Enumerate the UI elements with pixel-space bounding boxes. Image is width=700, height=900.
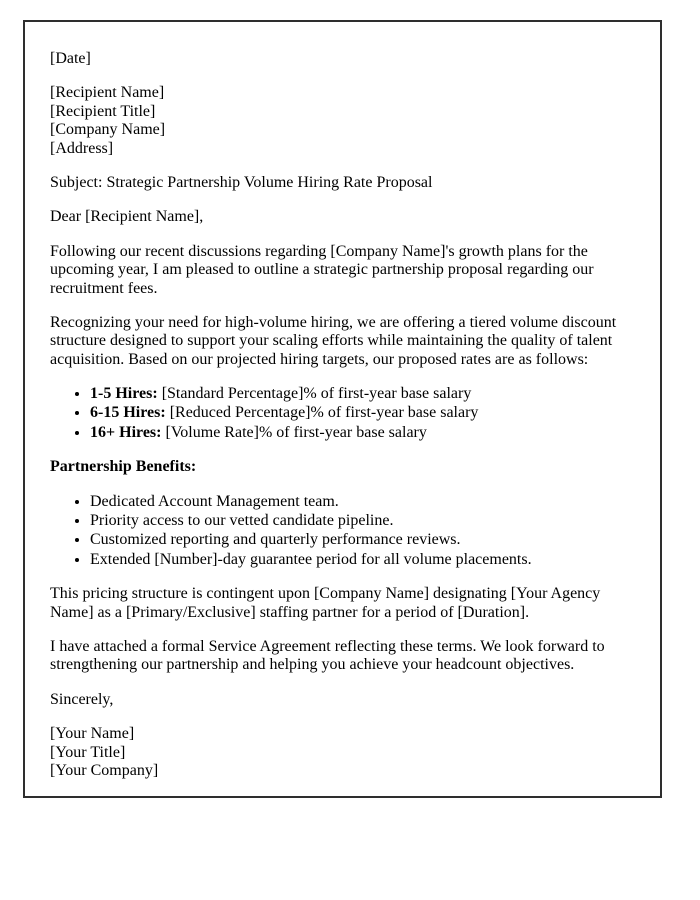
rate-tier-label: 16+ Hires:: [90, 423, 162, 441]
signoff: Sincerely,: [50, 690, 114, 708]
rate-tier-text: [Reduced Percentage]% of first-year base salary: [165, 404, 479, 422]
recipient-name: [Recipient Name]: [50, 84, 165, 102]
benefit-item: • Dedicated Account Management team.: [90, 493, 636, 511]
paragraph-rate-structure: Recognizing your need for high-volume hiring, we are offering a tiered volume discount structure designed to support your scaling efforts while maintaining the quality of talent acquisition. Based on our projected hiring targets, our proposed rates are as follows:: [50, 313, 617, 368]
date-line: [Date]: [50, 50, 91, 67]
rate-tier-text: [Volume Rate]% of first-year base salary: [161, 423, 427, 441]
paragraph-intro: Following our recent discussions regarding [Company Name]'s growth plans for the upcoming year, I am pleased to outline a strategic partnership proposal regarding our recruitment fees.: [50, 242, 594, 297]
signature-name: [Your Name]: [50, 725, 135, 743]
benefits-heading: Partnership Benefits:: [50, 458, 197, 476]
signature-company: [Your Company]: [50, 761, 159, 779]
recipient-title: [Recipient Title]: [50, 102, 156, 120]
recipient-company: [Company Name]: [50, 121, 166, 139]
recipient-block: [50, 84, 636, 158]
rate-tier-label: 1-5 Hires:: [90, 385, 158, 403]
signature-block: [50, 725, 636, 780]
letter-document: [23, 20, 662, 798]
rate-tier-item: [90, 404, 636, 422]
benefit-item: • Customized reporting and quarterly performance reviews.: [90, 531, 636, 549]
rate-tier-text: [Standard Percentage]% of first-year base salary: [157, 385, 472, 403]
signature-title: [Your Title]: [50, 743, 126, 761]
recipient-address: [Address]: [50, 139, 114, 157]
salutation: Dear [Recipient Name],: [50, 208, 204, 226]
paragraph-contingency: This pricing structure is contingent upon [Company Name] designating [Your Agency Name] as a [Primary/Exclusive] staffing partner for a period of [Duration].: [50, 585, 601, 621]
rate-tier-label: 6-15 Hires:: [90, 404, 166, 422]
rate-tier-list: [50, 385, 636, 442]
subject-line: Subject: Strategic Partnership Volume Hiring Rate Proposal: [50, 173, 433, 191]
benefit-item: • Extended [Number]-day guarantee period for all volume placements.: [90, 551, 636, 569]
paragraph-closing: I have attached a formal Service Agreement reflecting these terms. We look forward to strengthening our partnership and helping you achieve your headcount objectives.: [50, 637, 605, 674]
rate-tier-item: [90, 385, 636, 403]
benefits-list: [50, 493, 636, 570]
rate-tier-item: [90, 424, 636, 442]
benefit-item: • Priority access to our vetted candidate pipeline.: [90, 512, 636, 530]
